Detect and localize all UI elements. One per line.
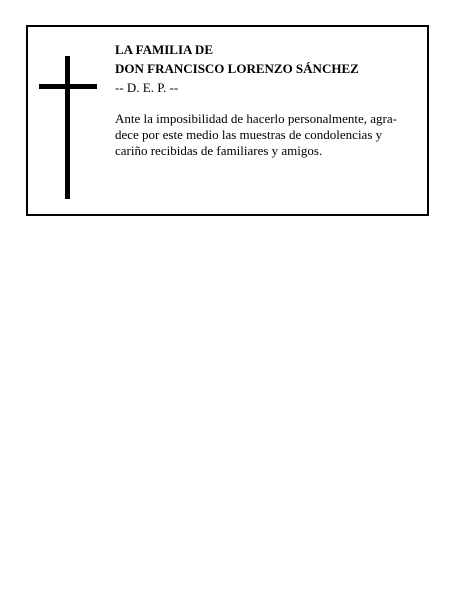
obituary-notice xyxy=(26,25,429,216)
message-line: Ante la imposibilidad de hacerlo personalmente, agra- xyxy=(115,111,397,126)
family-heading: LA FAMILIA DE xyxy=(115,42,213,57)
rip-line: -- D. E. P. -- xyxy=(115,80,179,95)
deceased-name: DON FRANCISCO LORENZO SÁNCHEZ xyxy=(115,61,359,76)
notice-text xyxy=(115,40,415,159)
cross-horizontal-bar xyxy=(39,84,97,89)
cross-vertical-bar xyxy=(65,56,70,199)
message-line: dece por este medio las muestras de condolencias y xyxy=(115,127,383,142)
message-line: cariño recibidas de familiares y amigos. xyxy=(115,143,323,158)
notice-message xyxy=(115,111,415,159)
